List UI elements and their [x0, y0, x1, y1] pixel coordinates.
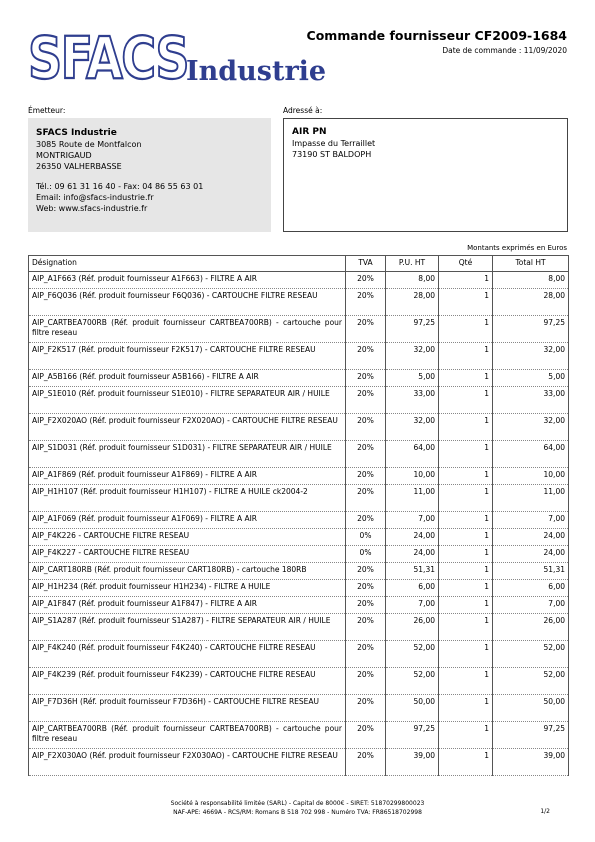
- header-unit-price: P.U. HT: [386, 256, 439, 272]
- row-quantity: 1: [439, 316, 493, 343]
- row-unit-price: 11,00: [386, 485, 439, 512]
- row-tva: 20%: [346, 370, 386, 387]
- row-designation: AIP_A1F869 (Réf. produit fournisseur A1F869) - FILTRE A AIR: [29, 468, 346, 485]
- row-total: 11,00: [493, 485, 569, 512]
- row-unit-price: 33,00: [386, 387, 439, 414]
- row-tva: 20%: [346, 485, 386, 512]
- table-row: [29, 749, 569, 776]
- page-number: 1/2: [540, 808, 550, 815]
- row-unit-price: 7,00: [386, 597, 439, 614]
- row-designation: AIP_F6Q036 (Réf. produit fournisseur F6Q036) - CARTOUCHE FILTRE RESEAU: [29, 289, 346, 316]
- recipient-label: Adressé à:: [283, 106, 323, 115]
- row-tva: 20%: [346, 468, 386, 485]
- row-tva: 20%: [346, 722, 386, 749]
- row-unit-price: 28,00: [386, 289, 439, 316]
- row-total: 52,00: [493, 641, 569, 668]
- row-total: 7,00: [493, 512, 569, 529]
- row-designation: AIP_CART180RB (Réf. produit fournisseur CART180RB) - cartouche 180RB: [29, 563, 346, 580]
- row-quantity: 1: [439, 529, 493, 546]
- row-designation: AIP_S1D031 (Réf. produit fournisseur S1D031) - FILTRE SEPARATEUR AIR / HUILE: [29, 441, 346, 468]
- row-unit-price: 52,00: [386, 668, 439, 695]
- row-quantity: 1: [439, 485, 493, 512]
- row-total: 32,00: [493, 414, 569, 441]
- row-quantity: 1: [439, 272, 493, 289]
- row-quantity: 1: [439, 641, 493, 668]
- row-tva: 20%: [346, 343, 386, 370]
- recipient-address-line1: Impasse du Terraillet: [292, 139, 376, 148]
- row-tva: 20%: [346, 580, 386, 597]
- row-unit-price: 51,31: [386, 563, 439, 580]
- table-row: [29, 370, 569, 387]
- row-tva: 20%: [346, 272, 386, 289]
- row-designation: AIP_A5B166 (Réf. produit fournisseur A5B166) - FILTRE A AIR: [29, 370, 346, 387]
- row-quantity: 1: [439, 468, 493, 485]
- sender-address-line2: MONTRIGAUD: [36, 151, 92, 160]
- sender-web: Web: www.sfacs-industrie.fr: [36, 204, 148, 213]
- row-quantity: 1: [439, 695, 493, 722]
- table-row: [29, 289, 569, 316]
- row-quantity: 1: [439, 441, 493, 468]
- sender-phone: Tél.: 09 61 31 16 40 - Fax: 04 86 55 63 01: [36, 182, 204, 191]
- row-unit-price: 26,00: [386, 614, 439, 641]
- row-quantity: 1: [439, 749, 493, 776]
- row-total: 52,00: [493, 668, 569, 695]
- row-total: 97,25: [493, 316, 569, 343]
- row-quantity: 1: [439, 722, 493, 749]
- row-quantity: 1: [439, 387, 493, 414]
- row-quantity: 1: [439, 512, 493, 529]
- table-row: [29, 641, 569, 668]
- row-tva: 20%: [346, 597, 386, 614]
- row-designation: AIP_F2X020AO (Réf. produit fournisseur F2X020AO) - CARTOUCHE FILTRE RESEAU: [29, 414, 346, 441]
- row-tva: 20%: [346, 641, 386, 668]
- row-designation: AIP_CARTBEA700RB (Réf. produit fournisseur CARTBEA700RB) - cartouche pour filtre reseau: [29, 722, 346, 749]
- logo-sub-text: Industrie: [186, 56, 327, 87]
- row-designation: AIP_F7D36H (Réf. produit fournisseur F7D36H) - CARTOUCHE FILTRE RESEAU: [29, 695, 346, 722]
- company-logo: [28, 28, 328, 90]
- row-quantity: 1: [439, 668, 493, 695]
- recipient-address-line2: 73190 ST BALDOPH: [292, 150, 372, 159]
- legal-footer: [0, 799, 595, 817]
- row-designation: AIP_A1F847 (Réf. produit fournisseur A1F847) - FILTRE A AIR: [29, 597, 346, 614]
- row-total: 24,00: [493, 546, 569, 563]
- table-row: [29, 272, 569, 289]
- table-row: [29, 614, 569, 641]
- row-total: 28,00: [493, 289, 569, 316]
- row-quantity: 1: [439, 580, 493, 597]
- row-total: 39,00: [493, 749, 569, 776]
- row-unit-price: 24,00: [386, 546, 439, 563]
- row-unit-price: 97,25: [386, 316, 439, 343]
- row-total: 6,00: [493, 580, 569, 597]
- sender-name: SFACS Industrie: [36, 128, 117, 138]
- row-total: 8,00: [493, 272, 569, 289]
- row-designation: AIP_H1H234 (Réf. produit fournisseur H1H234) - FILTRE A HUILE: [29, 580, 346, 597]
- row-total: 97,25: [493, 722, 569, 749]
- recipient-name: AIR PN: [292, 127, 327, 137]
- row-total: 24,00: [493, 529, 569, 546]
- row-designation: AIP_A1F069 (Réf. produit fournisseur A1F069) - FILTRE A AIR: [29, 512, 346, 529]
- currency-note: Montants exprimés en Euros: [467, 244, 567, 252]
- row-quantity: 1: [439, 546, 493, 563]
- row-total: 33,00: [493, 387, 569, 414]
- row-unit-price: 7,00: [386, 512, 439, 529]
- row-total: 50,00: [493, 695, 569, 722]
- row-unit-price: 24,00: [386, 529, 439, 546]
- table-header-row: [29, 256, 569, 272]
- row-total: 7,00: [493, 597, 569, 614]
- row-tva: 20%: [346, 414, 386, 441]
- row-quantity: 1: [439, 414, 493, 441]
- row-quantity: 1: [439, 289, 493, 316]
- sender-address-line3: 26350 VALHERBASSE: [36, 162, 122, 171]
- row-tva: 20%: [346, 387, 386, 414]
- row-unit-price: 52,00: [386, 641, 439, 668]
- row-designation: AIP_CARTBEA700RB (Réf. produit fournisseur CARTBEA700RB) - cartouche pour filtre reseau: [29, 316, 346, 343]
- row-total: 51,31: [493, 563, 569, 580]
- row-tva: 20%: [346, 512, 386, 529]
- row-tva: 20%: [346, 316, 386, 343]
- row-unit-price: 6,00: [386, 580, 439, 597]
- row-designation: AIP_F4K227 - CARTOUCHE FILTRE RESEAU: [29, 546, 346, 563]
- table-row: [29, 485, 569, 512]
- row-designation: AIP_F4K226 - CARTOUCHE FILTRE RESEAU: [29, 529, 346, 546]
- row-quantity: 1: [439, 370, 493, 387]
- table-row: [29, 414, 569, 441]
- logo-main-text: SFACS: [28, 28, 188, 90]
- row-designation: AIP_A1F663 (Réf. produit fournisseur A1F663) - FILTRE A AIR: [29, 272, 346, 289]
- row-unit-price: 5,00: [386, 370, 439, 387]
- row-quantity: 1: [439, 597, 493, 614]
- table-row: [29, 597, 569, 614]
- row-tva: 20%: [346, 749, 386, 776]
- table-row: [29, 546, 569, 563]
- row-designation: AIP_F4K239 (Réf. produit fournisseur F4K239) - CARTOUCHE FILTRE RESEAU: [29, 668, 346, 695]
- table-row: [29, 668, 569, 695]
- table-row: [29, 695, 569, 722]
- header-quantity: Qté: [439, 256, 493, 272]
- recipient-block: [283, 118, 568, 232]
- row-tva: 20%: [346, 563, 386, 580]
- sender-email: Email: info@sfacs-industrie.fr: [36, 193, 154, 202]
- row-unit-price: 50,00: [386, 695, 439, 722]
- row-unit-price: 64,00: [386, 441, 439, 468]
- row-quantity: 1: [439, 563, 493, 580]
- row-tva: 0%: [346, 546, 386, 563]
- row-designation: AIP_F2X030AO (Réf. produit fournisseur F2X030AO) - CARTOUCHE FILTRE RESEAU: [29, 749, 346, 776]
- row-unit-price: 32,00: [386, 343, 439, 370]
- row-quantity: 1: [439, 614, 493, 641]
- table-row: [29, 580, 569, 597]
- table-row: [29, 512, 569, 529]
- row-unit-price: 10,00: [386, 468, 439, 485]
- row-unit-price: 8,00: [386, 272, 439, 289]
- row-total: 5,00: [493, 370, 569, 387]
- row-total: 26,00: [493, 614, 569, 641]
- row-total: 32,00: [493, 343, 569, 370]
- row-total: 64,00: [493, 441, 569, 468]
- header-tva: TVA: [346, 256, 386, 272]
- row-tva: 20%: [346, 668, 386, 695]
- table-row: [29, 316, 569, 343]
- row-designation: AIP_F4K240 (Réf. produit fournisseur F4K240) - CARTOUCHE FILTRE RESEAU: [29, 641, 346, 668]
- table-row: [29, 563, 569, 580]
- sender-block: [28, 118, 271, 232]
- sender-address-line1: 3085 Route de Montfalcon: [36, 140, 142, 149]
- row-tva: 20%: [346, 614, 386, 641]
- row-unit-price: 97,25: [386, 722, 439, 749]
- row-tva: 20%: [346, 441, 386, 468]
- row-unit-price: 32,00: [386, 414, 439, 441]
- table-row: [29, 722, 569, 749]
- footer-line1: Société à responsabilité limitée (SARL) - Capital de 8000€ - SIRET: 51870299800023: [170, 800, 425, 807]
- sender-label: Émetteur:: [28, 106, 66, 115]
- row-designation: AIP_H1H107 (Réf. produit fournisseur H1H107) - FILTRE A HUILE ck2004-2: [29, 485, 346, 512]
- header-total: Total HT: [493, 256, 569, 272]
- row-designation: AIP_F2K517 (Réf. produit fournisseur F2K517) - CARTOUCHE FILTRE RESEAU: [29, 343, 346, 370]
- row-tva: 20%: [346, 289, 386, 316]
- table-row: [29, 441, 569, 468]
- row-unit-price: 39,00: [386, 749, 439, 776]
- table-row: [29, 468, 569, 485]
- table-row: [29, 529, 569, 546]
- row-quantity: 1: [439, 343, 493, 370]
- row-tva: 0%: [346, 529, 386, 546]
- row-total: 10,00: [493, 468, 569, 485]
- document-title: Commande fournisseur CF2009-1684: [306, 28, 567, 43]
- table-row: [29, 343, 569, 370]
- order-date: Date de commande : 11/09/2020: [442, 46, 567, 55]
- row-tva: 20%: [346, 695, 386, 722]
- table-row: [29, 387, 569, 414]
- footer-line2: NAF-APE: 4669A - RCS/RM: Romans B 518 702 998 - Numéro TVA: FR86518702998: [173, 809, 422, 816]
- header-designation: Désignation: [29, 256, 346, 272]
- order-lines-table: [28, 255, 569, 776]
- row-designation: AIP_S1E010 (Réf. produit fournisseur S1E010) - FILTRE SEPARATEUR AIR / HUILE: [29, 387, 346, 414]
- row-designation: AIP_S1A287 (Réf. produit fournisseur S1A287) - FILTRE SEPARATEUR AIR / HUILE: [29, 614, 346, 641]
